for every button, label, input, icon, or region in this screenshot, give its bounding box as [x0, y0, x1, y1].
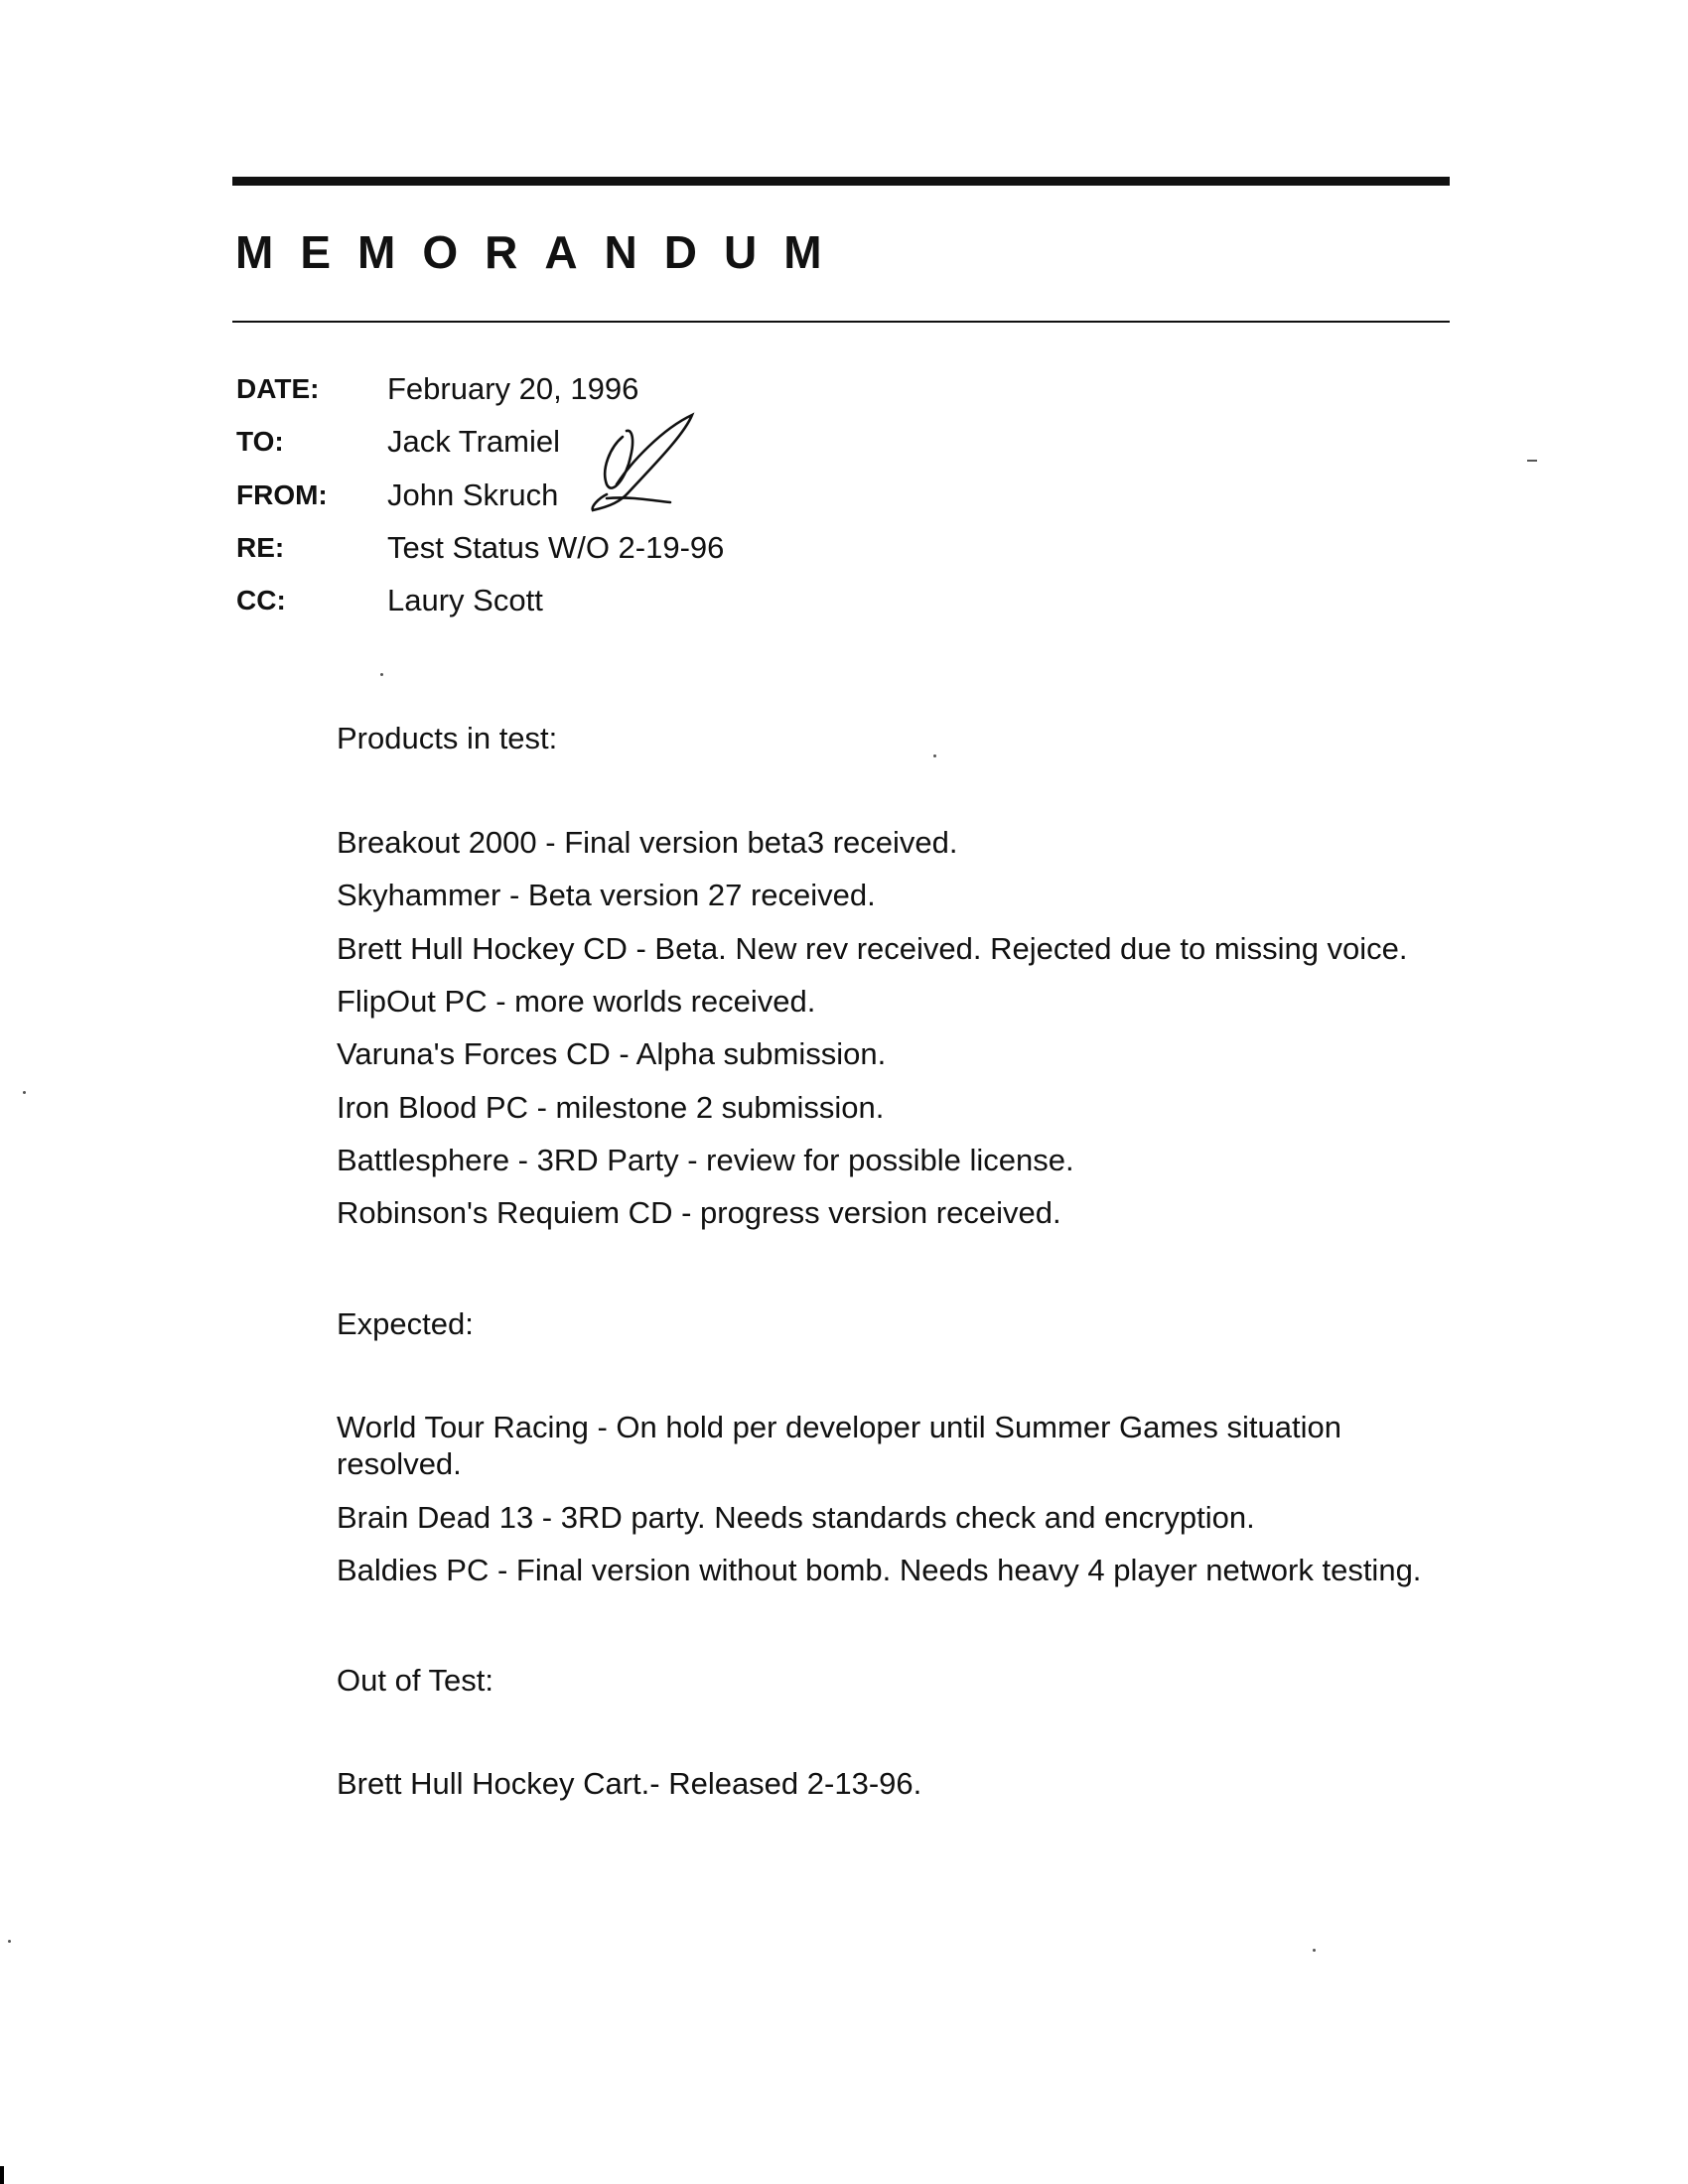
from-label: FROM: [236, 479, 328, 510]
list-item: Robinson's Requiem CD - progress version received. [337, 1195, 1061, 1230]
handwritten-initials-signature [581, 407, 710, 516]
products-in-test-heading: Products in test: [337, 721, 558, 755]
to-value: Jack Tramiel [387, 424, 560, 459]
cc-value: Laury Scott [387, 583, 543, 617]
list-item: Battlesphere - 3RD Party - review for possible license. [337, 1143, 1074, 1177]
scan-speck [933, 754, 936, 757]
list-item: Breakout 2000 - Final version beta3 received. [337, 825, 958, 860]
out-of-test-heading: Out of Test: [337, 1663, 493, 1698]
list-item: Varuna's Forces CD - Alpha submission. [337, 1036, 887, 1071]
scan-edge-mark [0, 2166, 4, 2184]
re-label: RE: [236, 532, 285, 563]
top-heavy-rule [232, 177, 1450, 186]
date-value: February 20, 1996 [387, 371, 639, 406]
list-item: World Tour Racing - On hold per developer until Summer Games situation resolved. [337, 1410, 1341, 1481]
memo-title: MEMORANDUM [235, 226, 849, 278]
list-item: Baldies PC - Final version without bomb. Needs heavy 4 player network testing. [337, 1553, 1422, 1587]
list-item: Iron Blood PC - milestone 2 submission. [337, 1090, 885, 1125]
scan-speck [380, 673, 383, 676]
cc-label: CC: [236, 585, 286, 615]
scan-speck [23, 1091, 26, 1094]
scan-speck [1313, 1949, 1316, 1952]
list-item: Brain Dead 13 - 3RD party. Needs standards check and encryption. [337, 1500, 1255, 1535]
scan-speck [8, 1940, 11, 1943]
expected-heading: Expected: [337, 1306, 474, 1341]
list-item: FlipOut PC - more worlds received. [337, 984, 816, 1019]
date-label: DATE: [236, 373, 320, 404]
re-value: Test Status W/O 2-19-96 [387, 530, 725, 565]
to-label: TO: [236, 426, 284, 457]
list-item: Brett Hull Hockey Cart.- Released 2-13-96. [337, 1766, 922, 1801]
from-value: John Skruch [387, 478, 559, 512]
title-underline-rule [232, 321, 1450, 323]
scan-speck [1527, 460, 1537, 462]
list-item: Brett Hull Hockey CD - Beta. New rev received. Rejected due to missing voice. [337, 931, 1408, 966]
list-item: Skyhammer - Beta version 27 received. [337, 878, 876, 912]
